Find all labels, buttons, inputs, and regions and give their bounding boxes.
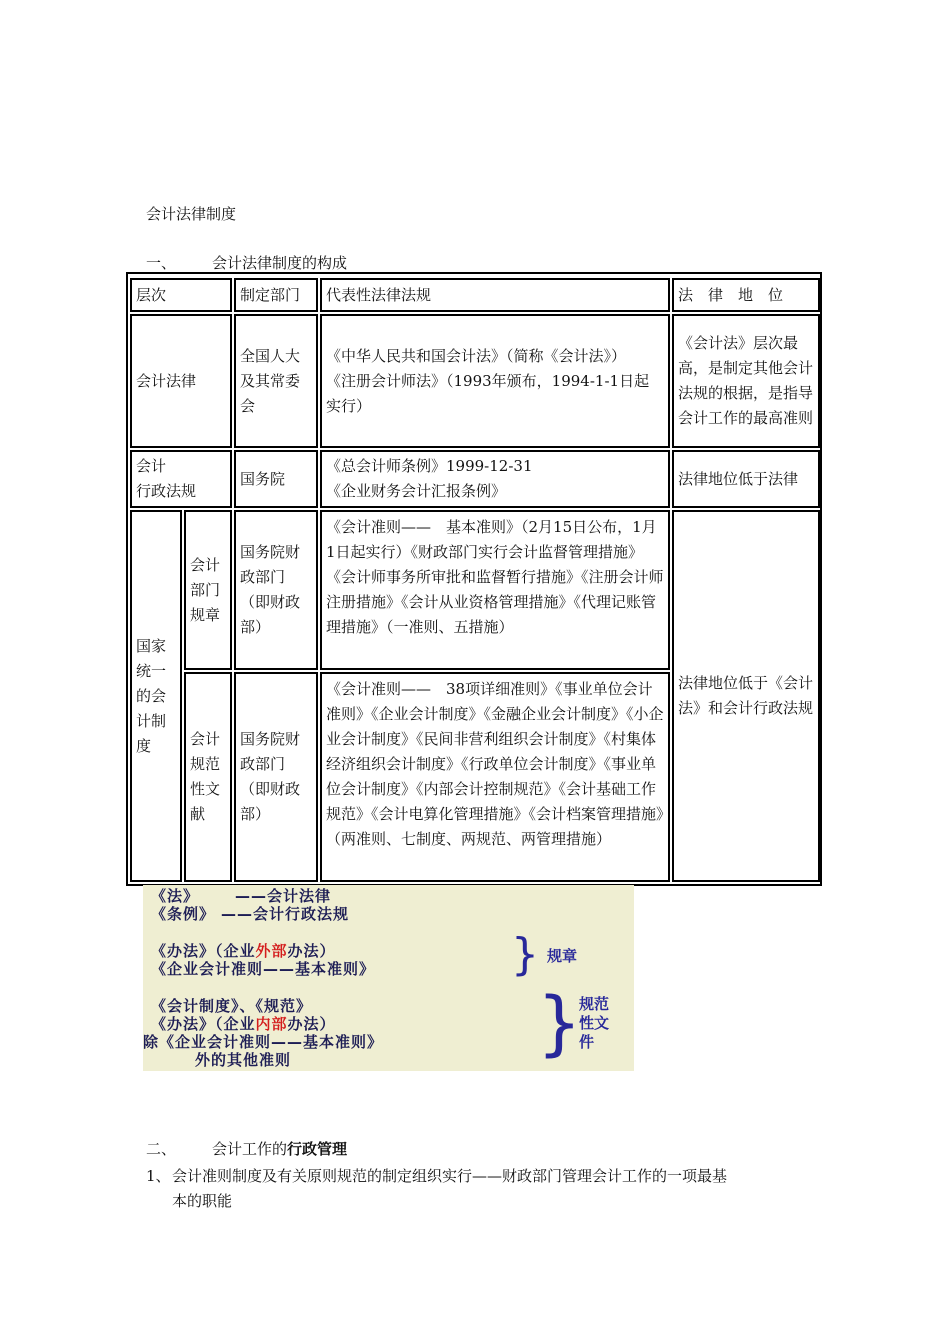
image-line-7: 除《企业会计准则——基本准则》 (143, 1033, 384, 1051)
row2-level: 会计 行政法规 (130, 450, 232, 508)
row2-laws: 《总会计师条例》1999-12-31 《企业财务会计汇报条例》 (320, 450, 670, 508)
section-2-title: 会计工作的 (212, 1140, 288, 1158)
law-structure-table (126, 272, 822, 886)
image-line-1: 《法》 ——会计法律 (151, 887, 332, 905)
list-item-1-text-line1: 会计准则制度及有关原则规范的制定组织实行——财政部门管理会计工作的一项最基 (172, 1167, 728, 1185)
row2-dept: 国务院 (234, 450, 318, 508)
image-line-8: 外的其他准则 (195, 1051, 292, 1069)
row1-level: 会计法律 (130, 314, 232, 448)
image-line-5: 《会计制度》、《规范》 (151, 997, 313, 1015)
row1-status: 《会计法》层次最高，是制定其他会计法规的根据，是指导会计工作的最高准则 (672, 314, 820, 448)
row2-status: 法律地位低于法律 (672, 450, 820, 508)
brace-icon-2: } (537, 982, 582, 1064)
image-line-2: 《条例》 ——会计行政法规 (151, 905, 350, 923)
header-dept: 制定部门 (234, 278, 318, 312)
image-line-6: 《办法》（企业内部办法） (151, 1015, 336, 1033)
row3-sub1-dept: 国务院财政部门（即财政部） (234, 510, 318, 670)
image-line-4: 《企业会计准则——基本准则》 (151, 960, 376, 978)
brace-label-normative-docs: 规范 性文 件 (579, 995, 610, 1051)
regulation-summary-image (143, 885, 634, 1071)
document-title: 会计法律制度 (146, 205, 237, 223)
row3-level: 国家统一的会计制度 (130, 510, 182, 882)
section-1-heading (146, 252, 347, 273)
row3-sub1-name: 会计部门规章 (184, 510, 232, 670)
list-item-1-number: 1、 (146, 1167, 171, 1185)
list-item-1 (146, 1164, 816, 1214)
list-item-1-text-line2: 本的职能 (172, 1192, 233, 1210)
row3-sub1-laws: 《会计准则—— 基本准则》（2月15日公布，1月1日起实行）《财政部门实行会计监督管理措施》《会计师事务所审批和监督暂行措施》《注册会计师注册措施》《会计从业资格管理措施》《代理记账管理措施》（一准则、五措施） (320, 510, 670, 670)
row3-sub2-laws: 《会计准则—— 38项详细准则》《事业单位会计准则》《企业会计制度》《金融企业会计制度》《小企业会计制度》《民间非营利组织会计制度》《村集体经济组织会计制度》《行政单位会计制度》《事业单位会计制度》《内部会计控制规范》《会计基础工作规范》《会计电算化管理措施》《会计档案管理措施》（两准则、七制度、两规范、两管理措施） (320, 672, 670, 882)
section-1-title: 会计法律制度的构成 (212, 254, 348, 272)
row3-sub2-dept: 国务院财政部门（即财政部） (234, 672, 318, 882)
row1-laws: 《中华人民共和国会计法》（简称《会计法》） 《注册会计师法》（1993年颁布，1994-1-1日起实行） (320, 314, 670, 448)
header-laws: 代表性法律法规 (320, 278, 670, 312)
image-line-3: 《办法》（企业外部办法） (151, 942, 336, 960)
brace-icon: } (511, 929, 539, 980)
header-status: 法 律 地 位 (672, 278, 820, 312)
section-2-number: 二、 (146, 1140, 177, 1158)
header-level: 层次 (130, 278, 232, 312)
section-2-title-bold: 行政管理 (287, 1140, 348, 1158)
section-1-number: 一、 (146, 254, 177, 272)
row1-dept: 全国人大及其常委会 (234, 314, 318, 448)
row3-sub2-name: 会计规范性文献 (184, 672, 232, 882)
section-2-heading (146, 1138, 347, 1159)
brace-label-regulations: 规章 (547, 947, 578, 965)
row3-status: 法律地位低于《会计法》和会计行政法规 (672, 510, 820, 882)
